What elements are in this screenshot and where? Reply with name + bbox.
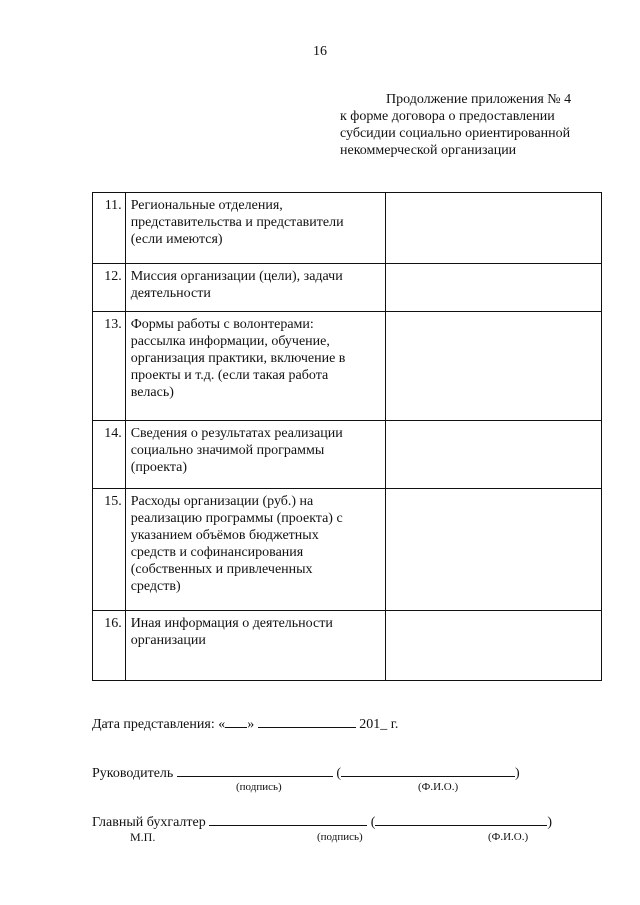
row-number: 12. xyxy=(93,264,126,312)
accountant-close-paren: ) xyxy=(547,815,553,830)
table-row xyxy=(93,193,602,264)
date-label: Дата представления: « xyxy=(92,717,226,732)
head-signature-caption: (подпись) xyxy=(236,781,282,793)
row-description xyxy=(125,193,385,264)
row-description-line: проекты и т.д. (если такая работа xyxy=(130,368,329,383)
row-value-cell[interactable] xyxy=(385,264,601,312)
date-quote-close: » xyxy=(247,717,255,732)
row-number: 11. xyxy=(93,193,126,264)
head-signature-blank xyxy=(177,764,333,777)
row-description-line: деятельности xyxy=(130,286,211,301)
header-line-3: субсидии социально ориентированной xyxy=(340,126,571,141)
header-line-4: некоммерческой организации xyxy=(340,143,517,158)
table-row xyxy=(93,264,602,312)
row-number: 15. xyxy=(93,489,126,611)
accountant-fio-caption: (Ф.И.О.) xyxy=(488,831,529,843)
row-description-line: организация практики, включение в xyxy=(130,351,346,366)
row-number: 16. xyxy=(93,611,126,681)
row-description xyxy=(125,611,385,681)
row-description-line: Формы работы с волонтерами: xyxy=(130,317,314,332)
head-fio-blank xyxy=(341,764,515,777)
row-number: 13. xyxy=(93,312,126,421)
accountant-label: Главный бухгалтер xyxy=(92,815,206,830)
page-number: 16 xyxy=(313,44,327,59)
table-row xyxy=(93,421,602,489)
head-label: Руководитель xyxy=(92,766,174,781)
row-description-line: велась) xyxy=(130,385,174,400)
row-description-line: организации xyxy=(130,633,206,648)
accountant-fio-blank xyxy=(375,813,547,826)
head-fio-caption: (Ф.И.О.) xyxy=(418,781,459,793)
appendix-header xyxy=(340,91,602,159)
date-month-blank xyxy=(258,715,356,728)
table-row xyxy=(93,489,602,611)
row-description-line: (проекта) xyxy=(130,460,188,475)
row-description-line: социально значимой программы xyxy=(130,443,325,458)
row-description-line: Расходы организации (руб.) на xyxy=(130,494,314,509)
row-description-line: рассылка информации, обучение, xyxy=(130,334,330,349)
row-description-line: средств) xyxy=(130,579,181,594)
row-description xyxy=(125,264,385,312)
row-description-line: Сведения о результатах реализации xyxy=(130,426,343,441)
row-description-line: реализацию программы (проекта) с xyxy=(130,511,343,526)
accountant-signature-caption: (подпись) xyxy=(317,831,363,843)
table-row xyxy=(93,312,602,421)
row-value-cell[interactable] xyxy=(385,312,601,421)
row-description-line: (собственных и привлеченных xyxy=(130,562,313,577)
header-line-1: Продолжение приложения № 4 xyxy=(386,92,572,107)
row-description-line: указанием объёмов бюджетных xyxy=(130,528,319,543)
row-description-line: Иная информация о деятельности xyxy=(130,616,333,631)
row-value-cell[interactable] xyxy=(385,489,601,611)
date-day-blank xyxy=(225,715,247,728)
row-description-line: Миссия организации (цели), задачи xyxy=(130,269,343,284)
head-signature-line xyxy=(92,764,520,782)
row-description xyxy=(125,312,385,421)
stamp-caption: М.П. xyxy=(130,830,156,844)
table-row xyxy=(93,611,602,681)
accountant-signature-blank xyxy=(209,813,367,826)
date-year: 201_ г. xyxy=(359,717,399,732)
head-open-paren: ( xyxy=(336,766,341,781)
info-table xyxy=(92,192,602,681)
header-line-2: к форме договора о предоставлении xyxy=(340,109,555,124)
row-value-cell[interactable] xyxy=(385,421,601,489)
accountant-open-paren: ( xyxy=(370,815,376,830)
row-description xyxy=(125,421,385,489)
row-value-cell[interactable] xyxy=(385,611,601,681)
accountant-signature-line xyxy=(92,813,552,831)
row-description xyxy=(125,489,385,611)
row-number: 14. xyxy=(93,421,126,489)
row-description-line: Региональные отделения, xyxy=(130,198,283,213)
date-line xyxy=(92,715,398,733)
row-description-line: (если имеются) xyxy=(130,232,223,247)
head-close-paren: ) xyxy=(514,766,520,781)
row-value-cell[interactable] xyxy=(385,193,601,264)
row-description-line: средств и софинансирования xyxy=(130,545,304,560)
row-description-line: представительства и представители xyxy=(130,215,344,230)
